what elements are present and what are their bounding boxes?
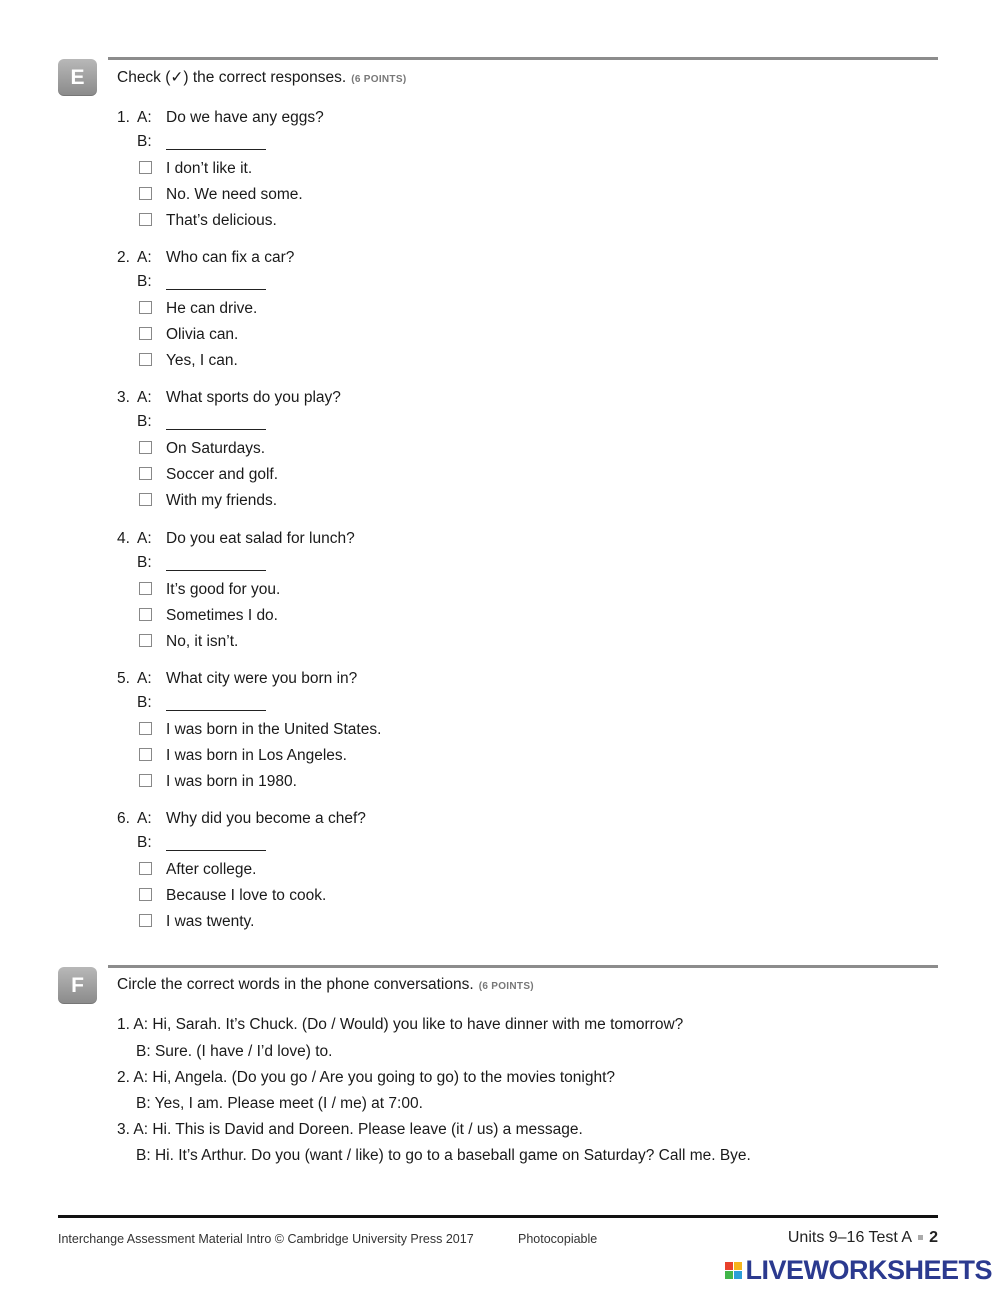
answer-option: I don’t like it.	[166, 160, 253, 177]
answer-checkbox[interactable]	[139, 187, 152, 200]
footer-test-label: Units 9–16 Test A	[787, 1229, 913, 1246]
answer-option: With my friends.	[166, 492, 278, 510]
speaker-a-label: A:	[137, 810, 152, 827]
answer-checkbox[interactable]	[139, 582, 152, 595]
logo-block-v	[725, 1271, 733, 1279]
liveworksheets-logo	[725, 1255, 992, 1285]
logo-block-i	[734, 1262, 742, 1270]
section-f-instruction	[117, 976, 534, 994]
question-text: Why did you become a chef?	[166, 810, 366, 827]
question-text: Who can fix a car?	[166, 249, 295, 267]
answer-checkbox[interactable]	[139, 301, 152, 314]
logo-block-e	[734, 1271, 742, 1279]
section-f-divider	[108, 965, 938, 968]
answer-blank	[166, 277, 266, 290]
question-number: 3.	[117, 389, 130, 407]
answer-blank	[166, 838, 266, 851]
liveworksheets-logo-blocks	[725, 1262, 742, 1279]
speaker-a-label: A:	[137, 529, 152, 547]
speaker-a-label: A:	[137, 249, 152, 267]
speaker-b-label: B:	[137, 273, 152, 291]
section-e-instruction	[117, 68, 406, 87]
answer-option: On Saturdays.	[166, 440, 266, 458]
footer-divider	[58, 1215, 938, 1218]
section-e-points: (6 POINTS)	[351, 74, 407, 85]
answer-option: I was twenty.	[166, 913, 255, 930]
answer-checkbox[interactable]	[139, 467, 152, 480]
answer-checkbox[interactable]	[139, 748, 152, 761]
answer-option: It’s good for you.	[166, 580, 281, 598]
answer-checkbox[interactable]	[139, 161, 152, 174]
answer-option: Sometimes I do.	[166, 606, 278, 624]
answer-blank	[166, 558, 266, 571]
answer-blank	[166, 698, 266, 711]
liveworksheets-logo-text: LIVEWORKSHEETS	[745, 1254, 992, 1285]
question-number: 1.	[117, 109, 130, 126]
footer-copyright: Interchange Assessment Material Intro © Cambridge University Press 2017	[58, 1232, 474, 1246]
question-text: What sports do you play?	[166, 389, 341, 407]
answer-checkbox[interactable]	[139, 914, 152, 927]
answer-checkbox[interactable]	[139, 862, 152, 875]
conversation-2-line-b: B: Yes, I am. Please meet (I / me) at 7:00.	[136, 1095, 423, 1112]
conversation-3-line-a: 3. A: Hi. This is David and Doreen. Please leave (it / us) a message.	[117, 1121, 583, 1138]
answer-checkbox[interactable]	[139, 493, 152, 506]
question-text: Do you eat salad for lunch?	[166, 529, 355, 547]
footer-page-number: 2	[929, 1229, 938, 1246]
speaker-b-label: B:	[137, 834, 152, 851]
answer-option: Yes, I can.	[166, 352, 238, 370]
speaker-b-label: B:	[137, 553, 152, 571]
answer-option: I was born in 1980.	[166, 772, 297, 790]
question-text: What city were you born in?	[166, 669, 358, 687]
answer-checkbox[interactable]	[139, 213, 152, 226]
answer-blank	[166, 137, 266, 150]
answer-checkbox[interactable]	[139, 441, 152, 454]
section-e-divider	[108, 57, 938, 60]
answer-option: After college.	[166, 861, 257, 878]
section-f-instruction-text: Circle the correct words in the phone conversations.	[117, 976, 474, 993]
answer-option: I was born in Los Angeles.	[166, 746, 347, 764]
section-f-badge: F	[58, 967, 97, 1004]
question-number: 4.	[117, 529, 130, 547]
conversation-3-line-b: B: Hi. It’s Arthur. Do you (want / like) to go to a baseball game on Saturday? Call me. Bye.	[136, 1147, 751, 1164]
answer-checkbox[interactable]	[139, 634, 152, 647]
answer-option: Soccer and golf.	[166, 466, 279, 484]
speaker-b-label: B:	[137, 413, 152, 431]
answer-option: He can drive.	[166, 300, 258, 318]
section-e-instruction-text: Check (✓) the correct responses.	[117, 69, 347, 86]
speaker-a-label: A:	[137, 109, 152, 126]
speaker-a-label: A:	[137, 389, 152, 407]
answer-option: Because I love to cook.	[166, 887, 327, 904]
speaker-b-label: B:	[137, 693, 152, 711]
question-number: 6.	[117, 810, 130, 827]
question-number: 5.	[117, 669, 130, 687]
conversation-1-line-a: 1. A: Hi, Sarah. It’s Chuck. (Do / Would) you like to have dinner with me tomorrow?	[117, 1016, 684, 1033]
answer-blank	[166, 417, 266, 430]
speaker-a-label: A:	[137, 669, 152, 687]
logo-block-l	[725, 1262, 733, 1270]
answer-option: I was born in the United States.	[166, 720, 382, 738]
question-number: 2.	[117, 249, 130, 267]
answer-checkbox[interactable]	[139, 774, 152, 787]
answer-option: Olivia can.	[166, 326, 239, 344]
footer-photocopiable: Photocopiable	[518, 1232, 598, 1246]
answer-checkbox[interactable]	[139, 327, 152, 340]
answer-option: No. We need some.	[166, 186, 303, 203]
answer-checkbox[interactable]	[139, 608, 152, 621]
answer-option: That’s delicious.	[166, 212, 277, 229]
section-e-badge: E	[58, 59, 97, 96]
answer-option: No, it isn’t.	[166, 632, 239, 650]
conversation-2-line-a: 2. A: Hi, Angela. (Do you go / Are you going to go) to the movies tonight?	[117, 1069, 616, 1086]
footer-page-info	[788, 1229, 938, 1247]
conversation-1-line-b: B: Sure. (I have / I’d love) to.	[136, 1043, 333, 1060]
speaker-b-label: B:	[137, 133, 152, 150]
section-f-points: (6 POINTS)	[478, 981, 534, 992]
question-text: Do we have any eggs?	[166, 109, 324, 126]
footer-separator-square	[918, 1235, 923, 1240]
answer-checkbox[interactable]	[139, 722, 152, 735]
answer-checkbox[interactable]	[139, 888, 152, 901]
answer-checkbox[interactable]	[139, 353, 152, 366]
